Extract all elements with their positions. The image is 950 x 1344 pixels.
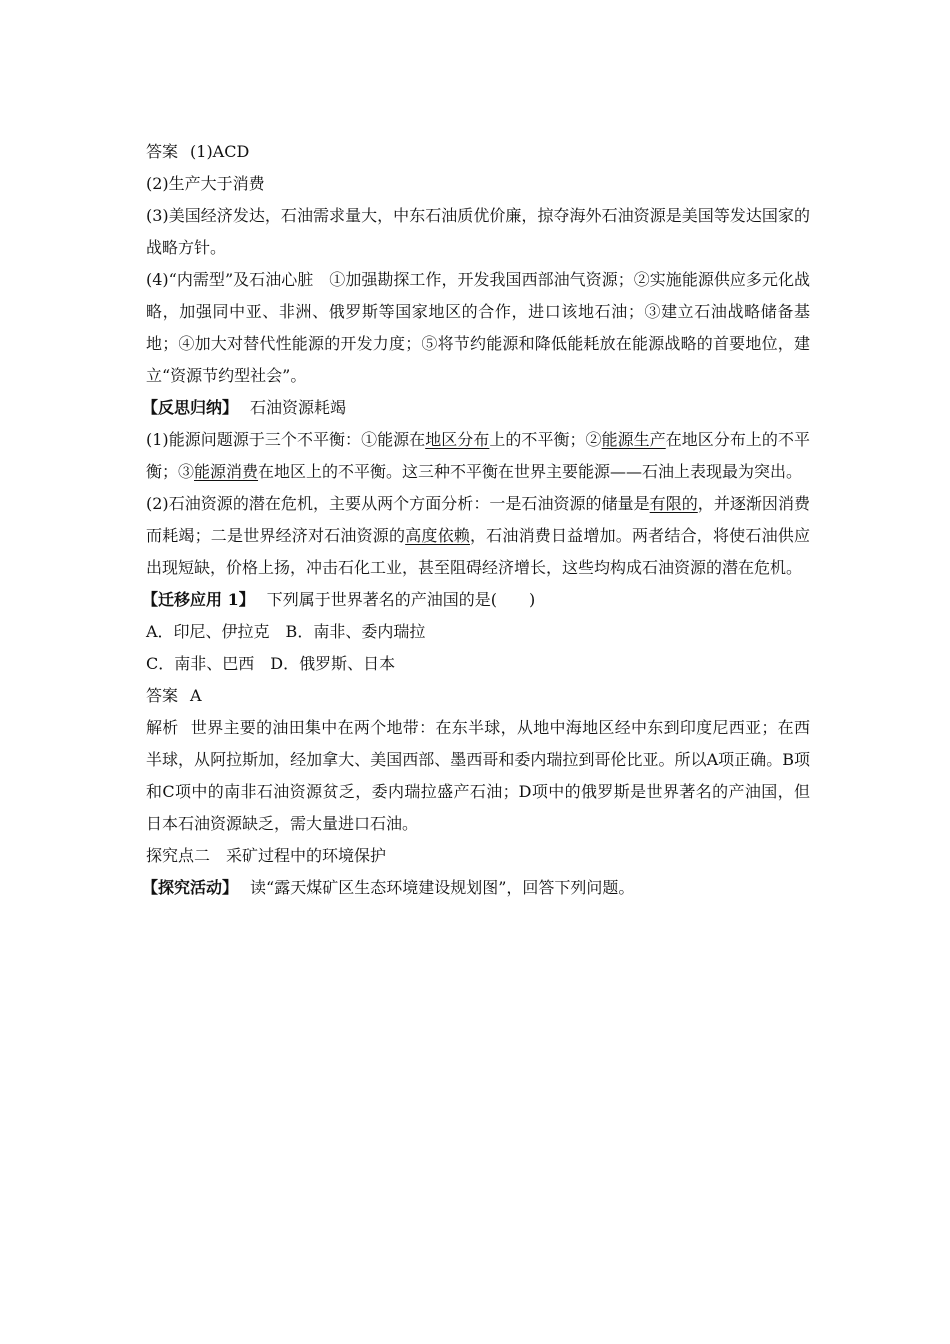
analysis xyxy=(146,712,810,840)
transfer-tag: 【迁移应用 1】 xyxy=(142,590,255,609)
underlined-term: 能源生产 xyxy=(601,430,666,449)
reflect-tag: 【反思归纳】 xyxy=(142,398,239,417)
analysis-label: 解析 xyxy=(146,718,179,737)
answer-part-2: (2)生产大于消费 xyxy=(146,174,265,193)
explore-text: 读“露天煤矿区生态环境建设规划图”，回答下列问题。 xyxy=(250,878,635,897)
answer-part-3: (3)美国经济发达，石油需求量大，中东石油质优价廉，掠夺海外石油资源是美国等发达国家的战略方针。 xyxy=(146,206,810,257)
reflect-point-1-text-a: (1)能源问题源于三个不平衡：①能源在 xyxy=(146,430,426,449)
reflect-point-1-text-c: 在地区分布上的不平衡；③ xyxy=(146,430,810,481)
reflect-point-1 xyxy=(146,424,810,488)
answer-part-4: (4)“内需型”及石油心脏 ①加强勘探工作，开发我国西部油气资源；②实施能源供应多元化战略，加强同中亚、非洲、俄罗斯等国家地区的合作，进口该地石油；③建立石油战略储备基地；④加大对替代性能源的开发力度；⑤将节约能源和降低能耗放在能源战略的首要地位，建立“资源节约型社会”。 xyxy=(146,270,810,385)
reflect-heading xyxy=(142,392,810,424)
answer-line xyxy=(146,136,810,168)
reflect-title: 石油资源耗竭 xyxy=(250,398,347,417)
reflect-point-2-text-a: (2)石油资源的潜在危机，主要从两个方面分析：一是石油资源的储量是 xyxy=(146,494,650,513)
underlined-term: 能源消费 xyxy=(194,462,259,481)
explore-activity xyxy=(142,872,810,904)
underlined-term: 地区分布 xyxy=(425,430,490,449)
underlined-term: 有限的 xyxy=(649,494,698,513)
reflect-point-1-text-b: 上的不平衡；② xyxy=(489,430,602,449)
answer-label: 答案 xyxy=(146,686,179,705)
explore-point-heading: 探究点二 采矿过程中的环境保护 xyxy=(146,846,387,865)
reflect-point-1-text-d: 在地区上的不平衡。这三种不平衡在世界主要能源——石油上表现最为突出。 xyxy=(258,462,803,481)
document-body xyxy=(142,136,810,904)
analysis-text: 世界主要的油田集中在两个地带：在东半球，从地中海地区经中东到印度尼西亚；在西半球，从阿拉斯加，经加拿大、美国西部、墨西哥和委内瑞拉到哥伦比亚。所以A项正确。B项和C项中的南非石油资源贫乏，委内瑞拉盛产石油；D项中的俄罗斯是世界著名的产油国，但日本石油资源缺乏，需大量进口石油。 xyxy=(146,718,810,833)
explore-tag: 【探究活动】 xyxy=(142,878,239,897)
answer-value: (1)ACD xyxy=(190,142,250,161)
transfer-answer xyxy=(146,680,810,712)
question-text: 下列属于世界著名的产油国的是( ) xyxy=(266,590,536,609)
reflect-point-2 xyxy=(146,488,810,584)
options-cd: C．南非、巴西 D．俄罗斯、日本 xyxy=(146,654,396,673)
reflect-point-2-text-b: ，并逐渐因消费而耗竭；二是世界经济对石油资源的 xyxy=(146,494,810,545)
transfer-question xyxy=(142,584,810,616)
options-ab: A．印尼、伊拉克 B．南非、委内瑞拉 xyxy=(146,622,426,641)
reflect-point-2-text-c: ，石油消费日益增加。两者结合，将使石油供应出现短缺，价格上扬，冲击石化工业，甚至阻碍经济增长，这些均构成石油资源的潜在危机。 xyxy=(146,526,810,577)
underlined-term: 高度依赖 xyxy=(405,526,470,545)
answer-value: A xyxy=(190,686,202,705)
answer-label: 答案 xyxy=(146,142,179,161)
